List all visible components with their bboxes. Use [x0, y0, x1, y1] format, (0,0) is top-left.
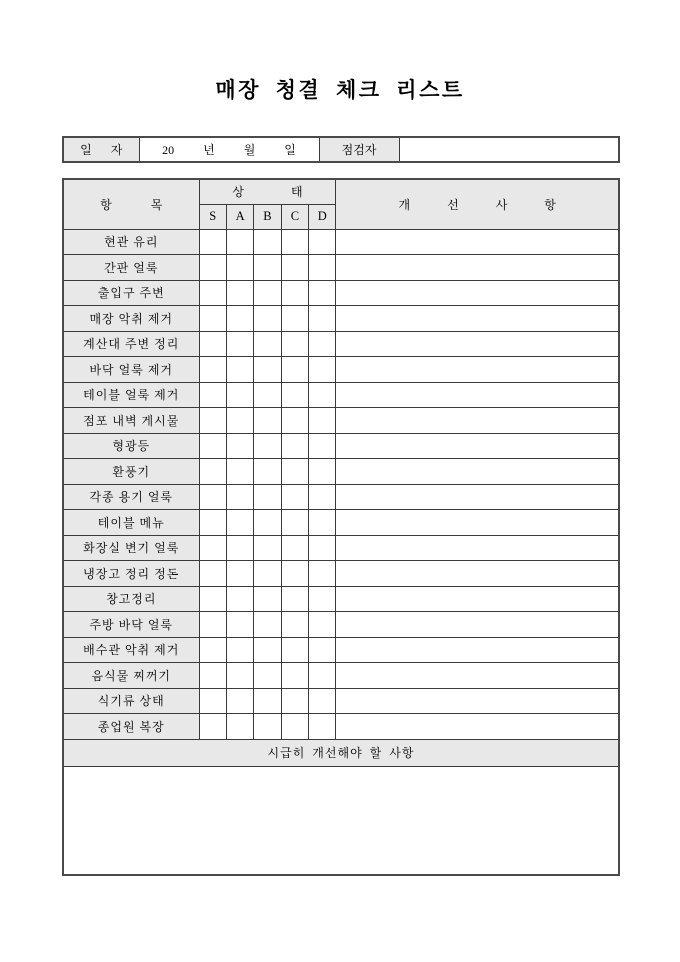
- improvement-cell[interactable]: [336, 637, 619, 663]
- status-cell-a[interactable]: [226, 561, 253, 587]
- urgent-section-header: 시급히 개선해야 할 사항: [63, 739, 619, 766]
- item-label: 계산대 주변 정리: [63, 331, 199, 357]
- status-cell-b[interactable]: [254, 459, 281, 485]
- status-cell-d[interactable]: [309, 306, 336, 332]
- improvement-cell[interactable]: [336, 331, 619, 357]
- status-cell-a[interactable]: [226, 433, 253, 459]
- status-cell-s[interactable]: [199, 663, 226, 689]
- improvement-cell[interactable]: [336, 714, 619, 740]
- improvement-cell[interactable]: [336, 382, 619, 408]
- status-cell-s[interactable]: [199, 612, 226, 638]
- status-cell-a[interactable]: [226, 255, 253, 281]
- improvement-cell[interactable]: [336, 688, 619, 714]
- checklist-row: [63, 484, 619, 510]
- status-cell-d[interactable]: [309, 510, 336, 536]
- status-cell-d[interactable]: [309, 280, 336, 306]
- improvement-cell[interactable]: [336, 586, 619, 612]
- status-cell-b[interactable]: [254, 229, 281, 255]
- status-cell-b[interactable]: [254, 331, 281, 357]
- status-cell-b[interactable]: [254, 663, 281, 689]
- grade-header-a: A: [226, 204, 253, 229]
- status-cell-s[interactable]: [199, 280, 226, 306]
- status-cell-d[interactable]: [309, 255, 336, 281]
- status-cell-d[interactable]: [309, 408, 336, 434]
- item-label: 화장실 변기 얼룩: [63, 535, 199, 561]
- status-cell-a[interactable]: [226, 459, 253, 485]
- status-cell-d[interactable]: [309, 433, 336, 459]
- checklist-row: [63, 459, 619, 485]
- status-cell-d[interactable]: [309, 586, 336, 612]
- status-cell-s[interactable]: [199, 535, 226, 561]
- item-label: 식기류 상태: [63, 688, 199, 714]
- date-value-field[interactable]: 20 년 월 일: [139, 137, 319, 162]
- status-cell-c[interactable]: [281, 637, 308, 663]
- page-title: 매장 청결 체크 리스트: [215, 78, 465, 102]
- status-cell-c[interactable]: [281, 357, 308, 383]
- status-cell-b[interactable]: [254, 714, 281, 740]
- column-header-status: 상 태: [199, 179, 336, 204]
- grade-header-b: B: [254, 204, 281, 229]
- status-cell-b[interactable]: [254, 561, 281, 587]
- improvement-cell[interactable]: [336, 510, 619, 536]
- improvement-cell[interactable]: [336, 306, 619, 332]
- checklist-row: [63, 408, 619, 434]
- status-cell-a[interactable]: [226, 280, 253, 306]
- status-cell-d[interactable]: [309, 331, 336, 357]
- inspector-value-field[interactable]: [399, 137, 619, 162]
- checklist-row: [63, 688, 619, 714]
- status-cell-c[interactable]: [281, 561, 308, 587]
- checklist-row: [63, 357, 619, 383]
- item-label: 형광등: [63, 433, 199, 459]
- status-cell-a[interactable]: [226, 306, 253, 332]
- status-cell-s[interactable]: [199, 433, 226, 459]
- status-cell-a[interactable]: [226, 714, 253, 740]
- item-label: 매장 악취 제거: [63, 306, 199, 332]
- status-cell-a[interactable]: [226, 586, 253, 612]
- status-cell-s[interactable]: [199, 510, 226, 536]
- status-cell-b[interactable]: [254, 408, 281, 434]
- status-cell-d[interactable]: [309, 612, 336, 638]
- status-cell-c[interactable]: [281, 663, 308, 689]
- checklist-row: [63, 637, 619, 663]
- checklist-row: [63, 714, 619, 740]
- status-cell-b[interactable]: [254, 612, 281, 638]
- status-cell-d[interactable]: [309, 637, 336, 663]
- status-cell-a[interactable]: [226, 612, 253, 638]
- item-label: 테이블 얼룩 제거: [63, 382, 199, 408]
- status-cell-d[interactable]: [309, 535, 336, 561]
- item-label: 테이블 메뉴: [63, 510, 199, 536]
- urgent-header-row: [63, 739, 619, 766]
- status-cell-s[interactable]: [199, 714, 226, 740]
- status-cell-b[interactable]: [254, 535, 281, 561]
- item-label: 각종 용기 얼룩: [63, 484, 199, 510]
- item-label: 바닥 얼룩 제거: [63, 357, 199, 383]
- improvement-cell[interactable]: [336, 433, 619, 459]
- status-cell-c[interactable]: [281, 586, 308, 612]
- date-inspector-bar: [62, 136, 620, 163]
- status-cell-s[interactable]: [199, 382, 226, 408]
- status-cell-s[interactable]: [199, 357, 226, 383]
- checklist-table: [62, 178, 620, 876]
- checklist-row: [63, 663, 619, 689]
- checklist-row: [63, 586, 619, 612]
- status-cell-d[interactable]: [309, 229, 336, 255]
- item-label: 종업원 복장: [63, 714, 199, 740]
- checklist-row: [63, 306, 619, 332]
- checklist-row: [63, 535, 619, 561]
- status-cell-b[interactable]: [254, 637, 281, 663]
- improvement-cell[interactable]: [336, 459, 619, 485]
- status-cell-b[interactable]: [254, 433, 281, 459]
- status-cell-a[interactable]: [226, 484, 253, 510]
- status-cell-a[interactable]: [226, 637, 253, 663]
- status-cell-c[interactable]: [281, 612, 308, 638]
- checklist-row: [63, 382, 619, 408]
- status-cell-b[interactable]: [254, 484, 281, 510]
- status-cell-a[interactable]: [226, 408, 253, 434]
- grade-header-c: C: [281, 204, 308, 229]
- status-cell-s[interactable]: [199, 331, 226, 357]
- status-cell-c[interactable]: [281, 255, 308, 281]
- checklist-row: [63, 229, 619, 255]
- status-cell-d[interactable]: [309, 561, 336, 587]
- urgent-content-row: [63, 766, 619, 875]
- status-cell-c[interactable]: [281, 459, 308, 485]
- status-cell-a[interactable]: [226, 663, 253, 689]
- status-cell-a[interactable]: [226, 688, 253, 714]
- improvement-cell[interactable]: [336, 612, 619, 638]
- header-row-top: [63, 179, 619, 204]
- status-cell-s[interactable]: [199, 586, 226, 612]
- status-cell-c[interactable]: [281, 714, 308, 740]
- improvement-cell[interactable]: [336, 561, 619, 587]
- status-cell-b[interactable]: [254, 255, 281, 281]
- status-cell-b[interactable]: [254, 382, 281, 408]
- column-header-improvement: 개 선 사 항: [336, 179, 619, 229]
- item-label: 냉장고 정리 정돈: [63, 561, 199, 587]
- status-cell-b[interactable]: [254, 510, 281, 536]
- status-cell-c[interactable]: [281, 408, 308, 434]
- improvement-cell[interactable]: [336, 357, 619, 383]
- checklist-row: [63, 561, 619, 587]
- inspector-label: 점검자: [319, 137, 399, 162]
- status-cell-d[interactable]: [309, 663, 336, 689]
- item-label: 점포 내벽 게시물: [63, 408, 199, 434]
- grade-header-s: S: [199, 204, 226, 229]
- status-cell-b[interactable]: [254, 688, 281, 714]
- item-label: 현관 유리: [63, 229, 199, 255]
- status-cell-c[interactable]: [281, 688, 308, 714]
- status-cell-c[interactable]: [281, 306, 308, 332]
- status-cell-a[interactable]: [226, 535, 253, 561]
- status-cell-a[interactable]: [226, 382, 253, 408]
- checklist-row: [63, 612, 619, 638]
- status-cell-c[interactable]: [281, 484, 308, 510]
- status-cell-s[interactable]: [199, 229, 226, 255]
- status-cell-s[interactable]: [199, 484, 226, 510]
- item-label: 환풍기: [63, 459, 199, 485]
- status-cell-s[interactable]: [199, 255, 226, 281]
- status-cell-a[interactable]: [226, 357, 253, 383]
- improvement-cell[interactable]: [336, 535, 619, 561]
- status-cell-c[interactable]: [281, 382, 308, 408]
- status-cell-s[interactable]: [199, 561, 226, 587]
- improvement-cell[interactable]: [336, 229, 619, 255]
- column-header-item: 항 목: [63, 179, 199, 229]
- checklist-row: [63, 280, 619, 306]
- status-cell-s[interactable]: [199, 408, 226, 434]
- improvement-cell[interactable]: [336, 280, 619, 306]
- status-cell-s[interactable]: [199, 306, 226, 332]
- checklist-row: [63, 255, 619, 281]
- status-cell-d[interactable]: [309, 382, 336, 408]
- status-cell-b[interactable]: [254, 586, 281, 612]
- improvement-cell[interactable]: [336, 663, 619, 689]
- improvement-cell[interactable]: [336, 255, 619, 281]
- status-cell-a[interactable]: [226, 331, 253, 357]
- status-cell-b[interactable]: [254, 357, 281, 383]
- status-cell-d[interactable]: [309, 459, 336, 485]
- checklist-row: [63, 510, 619, 536]
- date-inspector-row: [63, 137, 619, 162]
- date-label: 일 자: [63, 137, 139, 162]
- status-cell-s[interactable]: [199, 459, 226, 485]
- status-cell-c[interactable]: [281, 535, 308, 561]
- checklist-row: [63, 331, 619, 357]
- status-cell-c[interactable]: [281, 229, 308, 255]
- status-cell-a[interactable]: [226, 229, 253, 255]
- status-cell-c[interactable]: [281, 510, 308, 536]
- status-cell-s[interactable]: [199, 637, 226, 663]
- status-cell-d[interactable]: [309, 688, 336, 714]
- status-cell-a[interactable]: [226, 510, 253, 536]
- item-label: 간판 얼룩: [63, 255, 199, 281]
- item-label: 배수관 악취 제거: [63, 637, 199, 663]
- grade-header-d: D: [309, 204, 336, 229]
- status-cell-b[interactable]: [254, 306, 281, 332]
- item-label: 음식물 찌꺼기: [63, 663, 199, 689]
- status-cell-c[interactable]: [281, 433, 308, 459]
- status-cell-c[interactable]: [281, 280, 308, 306]
- checklist-row: [63, 433, 619, 459]
- item-label: 창고정리: [63, 586, 199, 612]
- item-label: 출입구 주변: [63, 280, 199, 306]
- improvement-cell[interactable]: [336, 484, 619, 510]
- status-cell-c[interactable]: [281, 331, 308, 357]
- item-label: 주방 바닥 얼룩: [63, 612, 199, 638]
- status-cell-d[interactable]: [309, 484, 336, 510]
- status-cell-d[interactable]: [309, 714, 336, 740]
- status-cell-s[interactable]: [199, 688, 226, 714]
- status-cell-d[interactable]: [309, 357, 336, 383]
- improvement-cell[interactable]: [336, 408, 619, 434]
- status-cell-b[interactable]: [254, 280, 281, 306]
- urgent-content-field[interactable]: [63, 766, 619, 875]
